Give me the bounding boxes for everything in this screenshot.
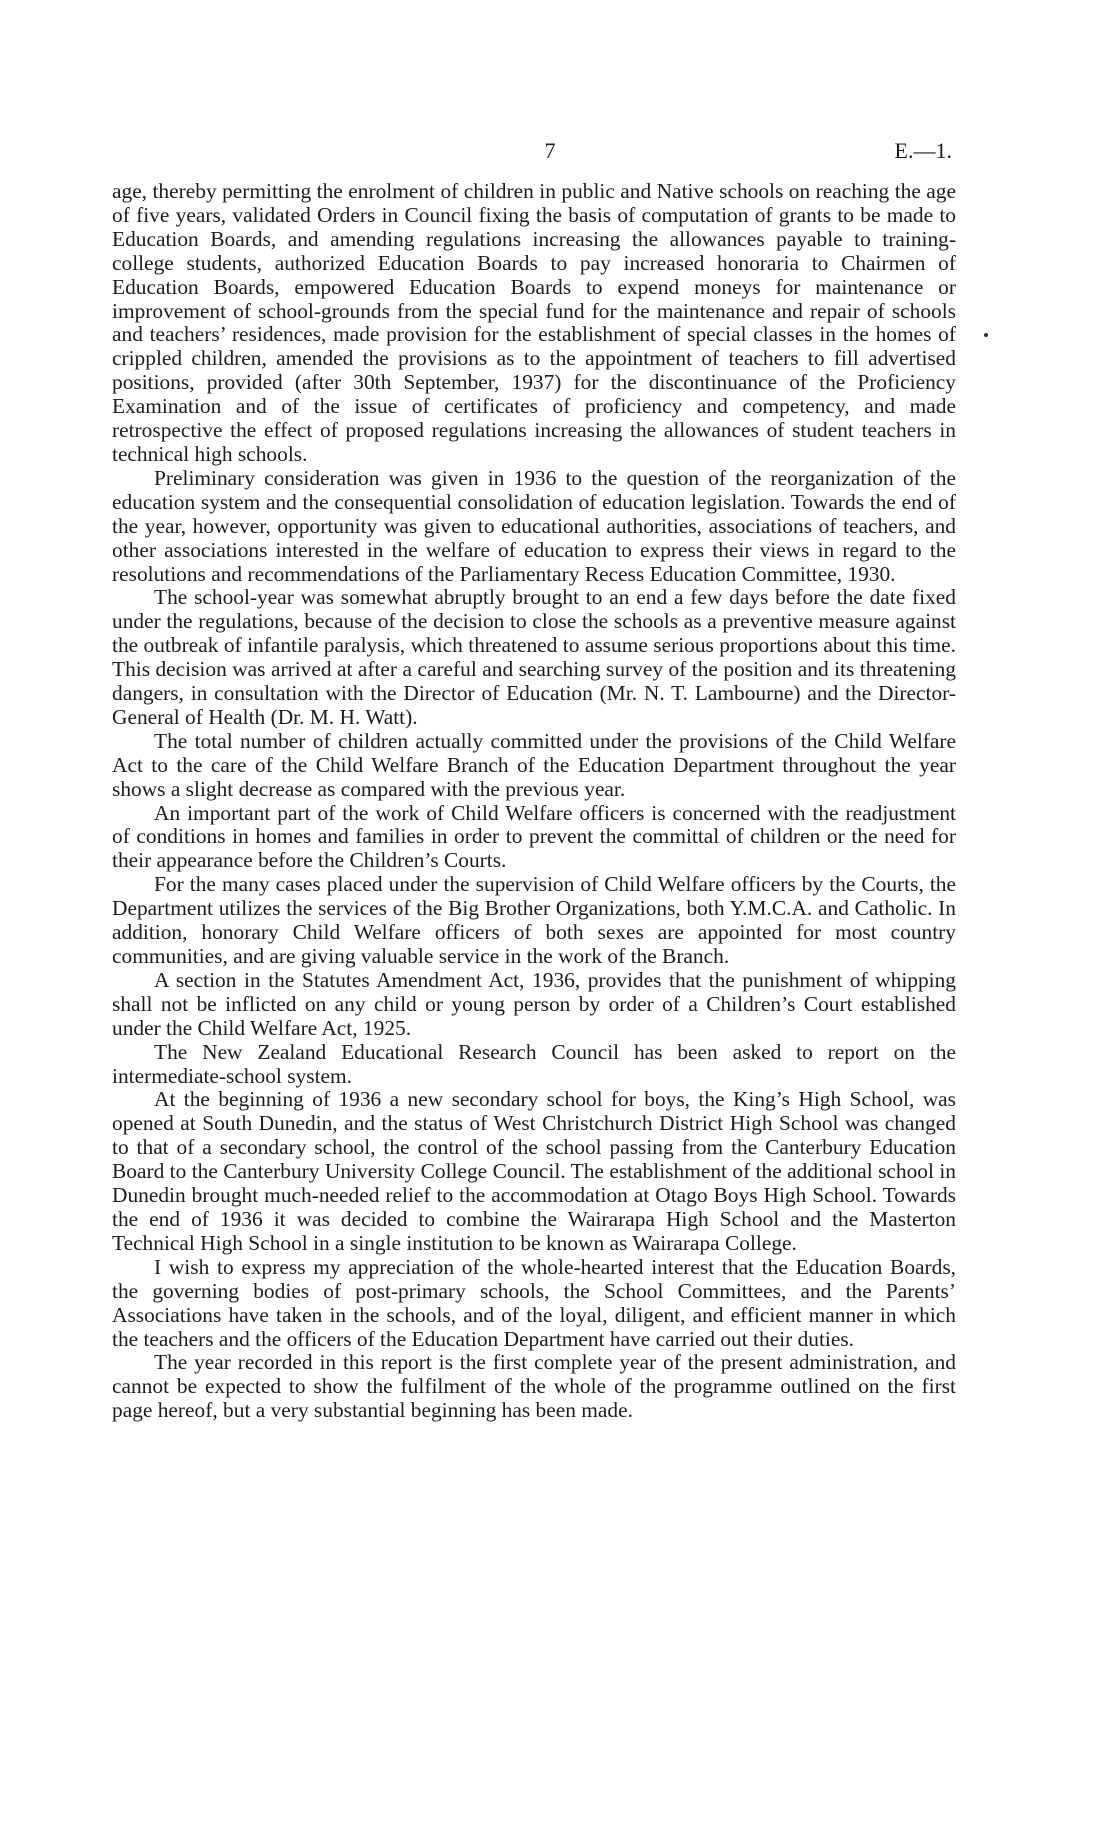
paragraph-child-welfare-committals: The total number of children actually committed under the provisions of the Child Welfare Act to the care of the Child Welfare Branch of the Education Department throughout the year shows a slight decrease as compared with the previous year. bbox=[112, 728, 956, 801]
body-text bbox=[112, 180, 956, 1423]
paragraph-secondary-schools: At the beginning of 1936 a new secondary school for boys, the King’s High School, was opened at South Dunedin, and the status of West Christchurch District High School was changed to that of a secondary school, the control of the school passing from the Canterbury Education Board to the Canterbury University College Council. The establishment of the additional school in Dunedin brought much-needed relief to the accommodation at Otago Boys High School. Towards the end of 1936 it was decided to combine the Wairarapa High School and the Masterton Technical High School in a single institution to be known as Wairarapa College. bbox=[112, 1087, 956, 1255]
paragraph-research-council: The New Zealand Educational Research Council has been asked to report on the intermediate-school system. bbox=[112, 1039, 956, 1088]
paragraph-statutes-amendment: A section in the Statutes Amendment Act, 1936, provides that the punishment of whipping shall not be inflicted on any child or young person by order of a Children’s Court established under the Child Welfare Act, 1925. bbox=[112, 967, 956, 1040]
page-number: 7 bbox=[544, 138, 556, 163]
paragraph-continuation: age, thereby permitting the enrolment of children in public and Native schools on reaching the age of five years, validated Orders in Council fixing the basis of computation of grants to be made to Education Boards, and amending regulations increasing the allowances payable to training-college students, authorized Education Boards to pay increased honoraria to Chairmen of Education Boards, empowered Education Boards to expend moneys for maintenance or improvement of school-grounds from the special fund for the maintenance and repair of schools and teachers’ residences, made provision for the establishment of special classes in the homes of crippled children, amended the provisions as to the appointment of teachers to fill advertised positions, provided (after 30th September, 1937) for the discontinuance of the Proficiency Examination and of the issue of certificates of proficiency and competency, and made retrospective the effect of proposed regulations increasing the allowances of student teachers in technical high schools. bbox=[112, 179, 956, 466]
stray-ink-mark bbox=[984, 333, 988, 337]
paragraph-reorganization: Preliminary consideration was given in 1936 to the question of the reorganization of the education system and the consequential consolidation of education legislation. Towards the end of the year, however, opportunity was given to educational authorities, associations of teachers, and other associations interested in the welfare of education to express their views in regard to the resolutions and recommendations of the Parliamentary Recess Education Committee, 1930. bbox=[112, 465, 956, 586]
paragraph-big-brother: For the many cases placed under the supervision of Child Welfare officers by the Courts, the Department utilizes the services of the Big Brother Organizations, both Y.M.C.A. and Catholic. In addition, honorary Child Welfare officers of both sexes are appointed for most country communities, and are giving valuable service in the work of the Branch. bbox=[112, 872, 956, 968]
paragraph-school-year: The school-year was somewhat abruptly brought to an end a few days before the date fixed under the regulations, because of the decision to close the schools as a preventive measure against the outbreak of infantile paralysis, which threatened to assume serious proportions about this time. This decision was arrived at after a careful and searching survey of the position and its threatening dangers, in consultation with the Director of Education (Mr. N. T. Lambourne) and the Director-General of Health (Dr. M. H. Watt). bbox=[112, 585, 956, 729]
paragraph-appreciation: I wish to express my appreciation of the whole-hearted interest that the Education Boards, the governing bodies of post-primary schools, the School Committees, and the Parents’ Associations have taken in the schools, and of the loyal, diligent, and efficient manner in which the teachers and the officers of the Education Department have carried out their duties. bbox=[112, 1254, 956, 1351]
paragraph-conclusion: The year recorded in this report is the first complete year of the present administration, and cannot be expected to show the fulfilment of the whole of the programme outlined on the first page hereof, but a very substantial beginning has been made. bbox=[112, 1350, 956, 1423]
document-reference: E.—1. bbox=[894, 138, 952, 163]
paragraph-child-welfare-officers: An important part of the work of Child Welfare officers is concerned with the readjustment of conditions in homes and families in order to prevent the committal of children or the need for their appearance before the Children’s Courts. bbox=[112, 800, 956, 873]
